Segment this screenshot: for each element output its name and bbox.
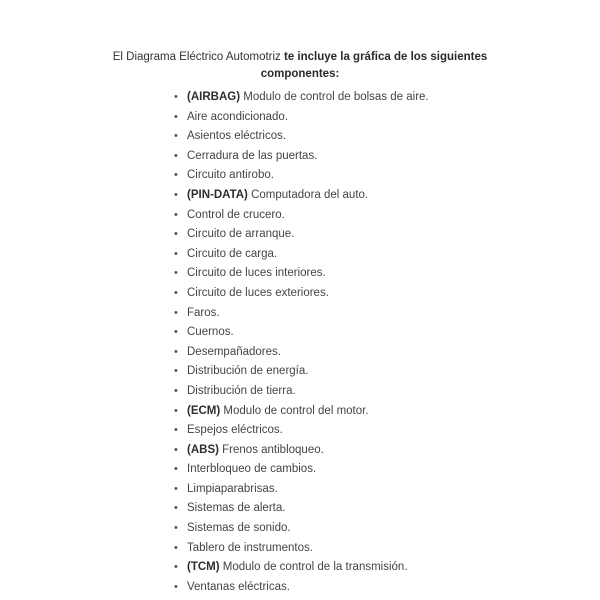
bullet-icon: • (174, 326, 178, 339)
list-item (172, 480, 552, 500)
list-item (172, 304, 552, 324)
bullet-icon: • (174, 482, 178, 495)
bullet-icon: • (174, 228, 178, 241)
bullet-icon: • (174, 247, 178, 260)
bullet-icon: • (174, 208, 178, 221)
bullet-icon: • (174, 522, 178, 535)
list-item (172, 578, 552, 598)
list-item (172, 539, 552, 559)
list-item (172, 402, 552, 422)
component-label: Circuito de luces interiores. (187, 267, 326, 280)
list-item (172, 558, 552, 578)
bullet-icon: • (174, 169, 178, 182)
component-label: Faros. (187, 306, 220, 319)
component-code: (ABS) (187, 443, 219, 456)
bullet-icon: • (174, 580, 178, 593)
component-label: Desempañadores. (187, 345, 281, 358)
component-label: Limpiaparabrisas. (187, 482, 278, 495)
list-item (172, 519, 552, 539)
component-label: Cerradura de las puertas. (187, 149, 318, 162)
list-item (172, 147, 552, 167)
list-item (172, 421, 552, 441)
component-label: Circuito de luces exteriores. (187, 286, 329, 299)
component-label: Tablero de instrumentos. (187, 541, 313, 554)
component-label: Computadora del auto. (251, 188, 369, 201)
bullet-icon: • (174, 384, 178, 397)
component-code: (AIRBAG) (187, 91, 241, 103)
bullet-icon: • (174, 188, 178, 201)
intro-paragraph (100, 49, 500, 83)
bullet-icon: • (174, 404, 178, 417)
component-label: Distribución de energía. (187, 365, 309, 378)
component-label: Ventanas eléctricas. (187, 580, 290, 593)
intro-plain: El Diagrama Eléctrico Automotriz (112, 50, 281, 63)
list-item (172, 88, 552, 108)
list-item (172, 499, 552, 519)
bullet-icon: • (174, 463, 178, 476)
list-item (172, 245, 552, 265)
bullet-icon: • (174, 443, 178, 456)
component-label: Interbloqueo de cambios. (187, 463, 317, 476)
bullet-icon: • (174, 286, 178, 299)
component-list (172, 88, 552, 597)
component-label: Modulo de control de bolsas de aire. (243, 91, 429, 103)
component-code: (ECM) (187, 404, 221, 417)
bullet-icon: • (174, 110, 178, 123)
list-item (172, 108, 552, 128)
list-item (172, 186, 552, 206)
list-item (172, 264, 552, 284)
component-label: Cuernos. (187, 326, 234, 339)
bullet-icon: • (174, 149, 178, 162)
bullet-icon: • (174, 502, 178, 515)
component-label: Circuito de arranque. (187, 228, 295, 241)
list-item (172, 127, 552, 147)
component-label: Distribución de tierra. (187, 384, 296, 397)
list-item (172, 382, 552, 402)
component-label: Modulo de control de la transmisión. (222, 561, 408, 574)
bullet-icon: • (174, 424, 178, 437)
list-item (172, 323, 552, 343)
component-label: Circuito antirobo. (187, 169, 274, 182)
component-label: Espejos eléctricos. (187, 424, 283, 437)
component-label: Aire acondicionado. (187, 110, 289, 123)
list-item (172, 225, 552, 245)
list-item (172, 441, 552, 461)
list-item (172, 206, 552, 226)
list-item (172, 343, 552, 363)
component-label: Circuito de carga. (187, 247, 278, 260)
list-item (172, 166, 552, 186)
bullet-icon: • (174, 345, 178, 358)
list-item (172, 362, 552, 382)
bullet-icon: • (174, 561, 178, 574)
component-code: (TCM) (187, 561, 220, 574)
component-label: Asientos eléctricos. (187, 130, 287, 143)
component-label: Control de crucero. (187, 208, 285, 221)
component-label: Frenos antibloqueo. (222, 443, 324, 456)
bullet-icon: • (174, 541, 178, 554)
bullet-icon: • (174, 91, 178, 103)
list-item (172, 284, 552, 304)
component-label: Sistemas de alerta. (187, 502, 286, 515)
component-code: (PIN-DATA) (187, 188, 248, 201)
bullet-icon: • (174, 130, 178, 143)
component-label: Sistemas de sonido. (187, 522, 291, 535)
intro-bold: te incluye la gráfica de los siguientes componentes: (260, 50, 488, 80)
bullet-icon: • (174, 306, 178, 319)
list-item (172, 460, 552, 480)
bullet-icon: • (174, 267, 178, 280)
bullet-icon: • (174, 365, 178, 378)
component-label: Modulo de control del motor. (223, 404, 369, 417)
